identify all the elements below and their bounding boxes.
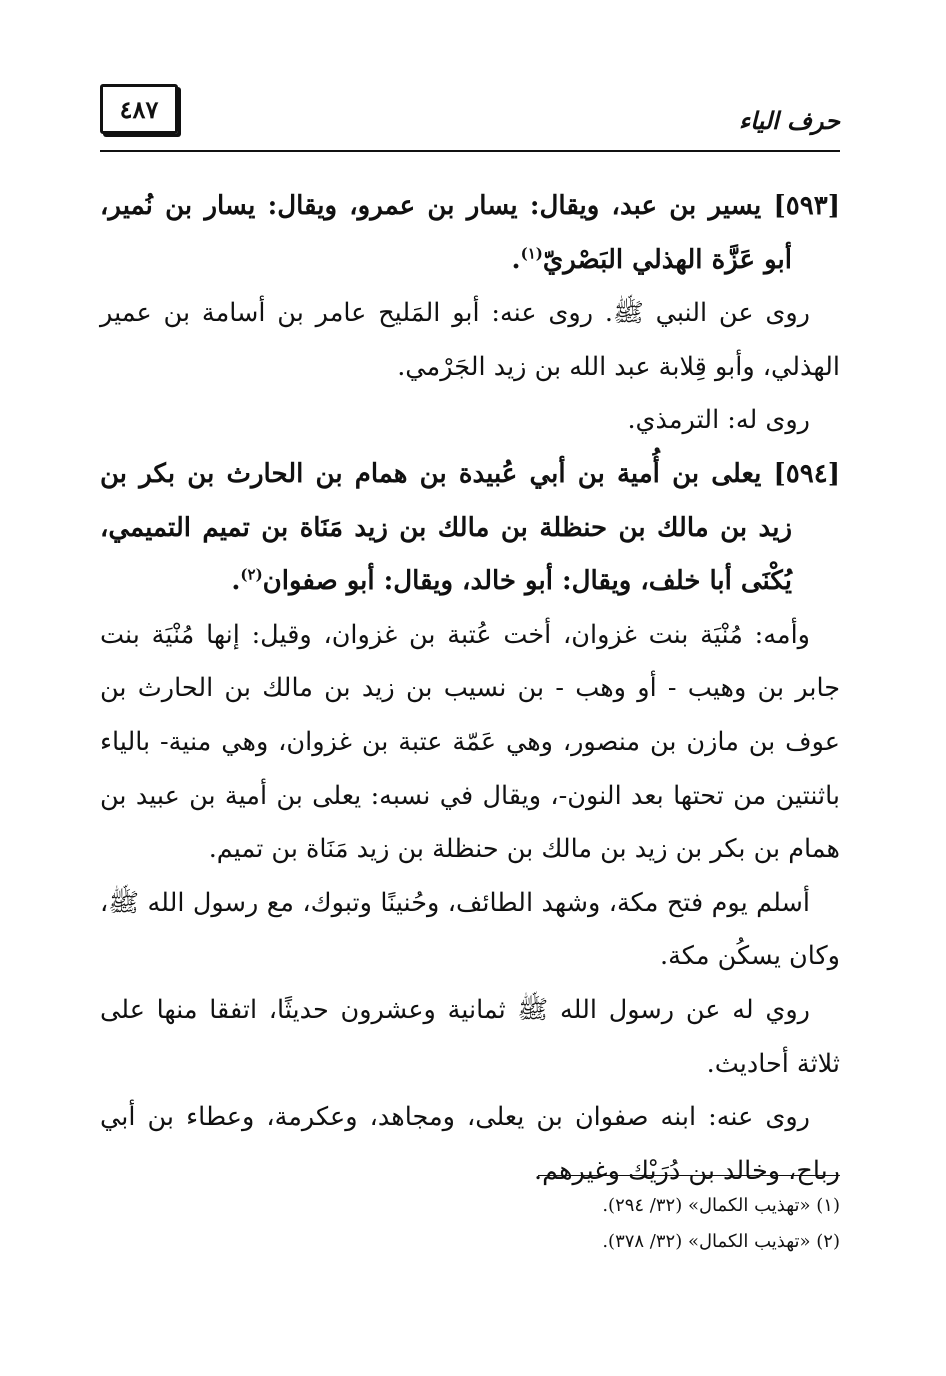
footnote-ref: (١) — [520, 243, 543, 262]
entry-paragraph: روى له: الترمذي. — [627, 405, 810, 436]
footnote-divider — [538, 1175, 840, 1176]
entry-heading-text: [٥٩٣] يسير بن عبد، ويقال: يسار بن عمرو، ويقال: يسار بن نُمير، أبو عَزَّة الهذلي البَصْريّ — [100, 191, 840, 275]
page-header — [100, 84, 840, 156]
entry-heading-end: . — [511, 244, 521, 275]
header-divider — [100, 150, 840, 152]
running-title: حرف الياء — [738, 106, 840, 135]
entry-heading-end: . — [231, 566, 241, 597]
entry-heading-text: [٥٩٤] يعلى بن أُمية بن أبي عُبيدة بن همام بن الحارث بن بكر بن زيد بن مالك بن حنظلة بن مالك بن زيد مَنَاة بن تميم التميمي، يُكْنَى أبا خلف، ويقال: أبو خالد، ويقال: أبو صفوان — [100, 458, 840, 597]
footnote-ref: (٢) — [240, 565, 263, 584]
entry-paragraph: وأمه: مُنْيَة بنت غزوان، أخت عُتبة بن غزوان، وقيل: إنها مُنْيَة بنت جابر بن وهيب - أو وهب - بن نسيب بن زيد بن مالك بن الحارث بن عوف بن مازن بن منصور، وهي عَمّة عتبة بن غزوان، وهي منية- بالياء باثنتين من تحتها بعد النون-، ويقال في نسبه: يعلى بن أمية بن عبيد بن همام بن بكر بن زيد بن مالك بن حنظلة بن زيد مَنَاة بن تميم. — [100, 619, 840, 865]
footnote-item: (١) «تهذيب الكمال» (٣٢/ ٢٩٤). — [602, 1195, 840, 1216]
entry-paragraph: روي له عن رسول الله ﷺ ثمانية وعشرون حديثًا، اتفقا منها على ثلاثة أحاديث. — [100, 994, 840, 1079]
entry-paragraph: أسلم يوم فتح مكة، وشهد الطائف، وحُنينًا وتبوك، مع رسول الله ﷺ، وكان يسكُن مكة. — [100, 887, 840, 972]
entry-heading-593 — [100, 180, 840, 287]
footnotes — [100, 1188, 840, 1260]
entry-heading-594 — [100, 448, 840, 609]
footnote-item: (٢) «تهذيب الكمال» (٣٢/ ٣٧٨). — [602, 1231, 840, 1252]
page-body — [100, 180, 840, 1198]
entry-paragraph: روى عنه: ابنه صفوان بن يعلى، ومجاهد، وعكرمة، وعطاء بن أبي رباح، وخالد بن دُرَيْك وغيرهم. — [100, 1102, 840, 1186]
page-number: ٤٨٧ — [100, 84, 178, 134]
entry-paragraph: روى عن النبي ﷺ. روى عنه: أبو المَليح عامر بن أسامة بن عمير الهذلي، وأبو قِلابة عبد الله بن زيد الجَرْمي. — [100, 298, 840, 382]
